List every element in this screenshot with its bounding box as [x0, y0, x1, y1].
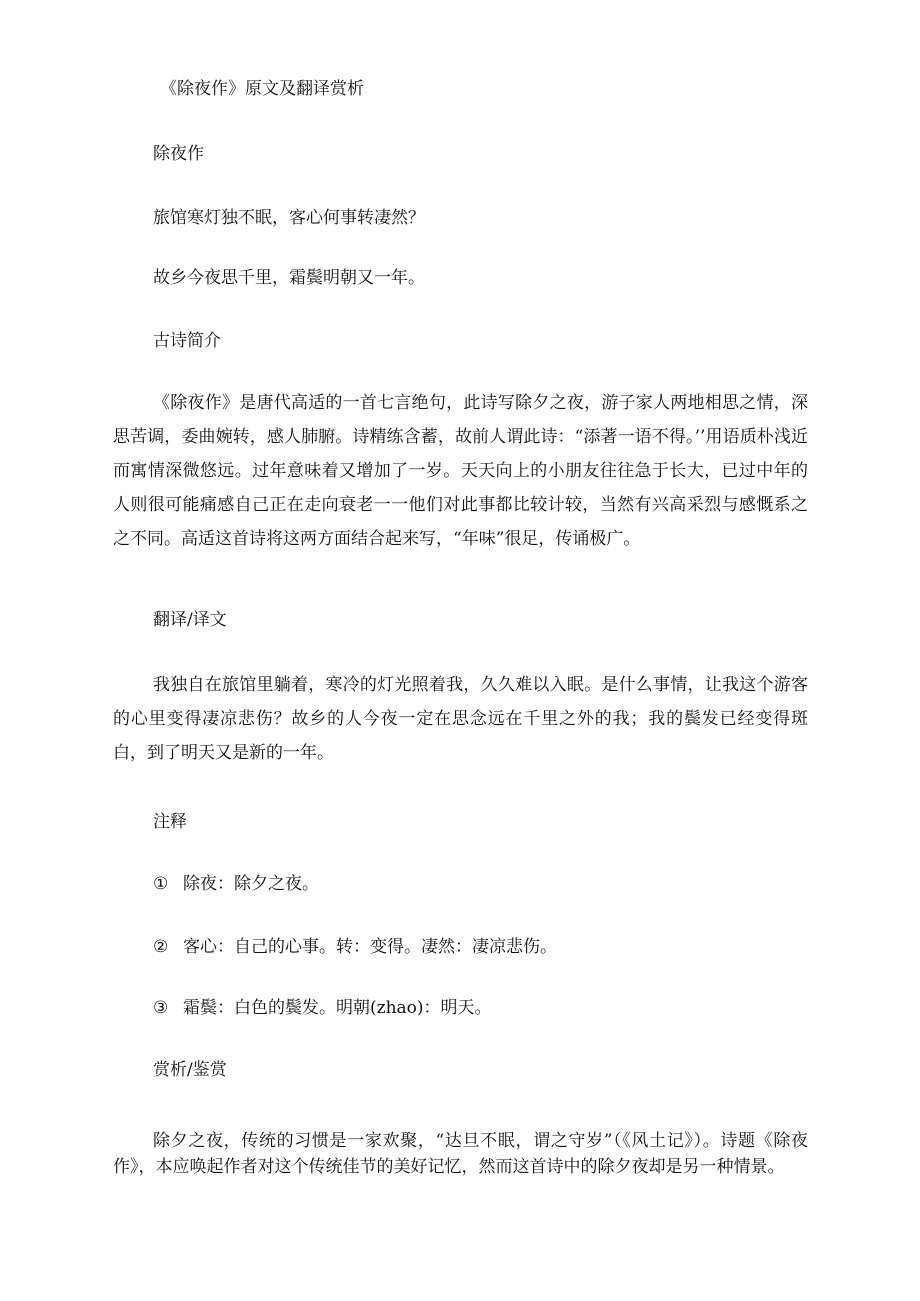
- poem-title: 除夜作: [153, 144, 204, 164]
- poem-line-1: 旅馆寒灯独不眠，客心何事转凄然？: [153, 208, 425, 228]
- note-item: [153, 996, 492, 1020]
- poem-line-2: 故乡今夜思千里，霜鬓明朝又一年。: [153, 268, 425, 288]
- note-item: [153, 935, 557, 959]
- note-number: ②: [153, 937, 169, 957]
- intro-paragraph: 《除夜作》是唐代高适的一首七言绝句，此诗写除夕之夜，游子家人两地相思之情，深思苦调，委曲婉转，感人肺腑。诗精练含蓄，故前人谓此诗：“添著一语不得。’’用语质朴浅近而寓情深微悠远。过年意味着又增加了一岁。天天向上的小朋友往往急于长大，已过中年的人则很可能痛感自己正在走向衰老一一他们对此事都比较计较，当然有兴高采烈与感慨系之之不同。高适这首诗将这两方面结合起来写，“年味”很足，传诵极广。: [113, 393, 808, 549]
- note-text: 客心：自己的心事。转：变得。凄然：凄凉悲伤。: [183, 937, 557, 957]
- document-title: 《除夜作》原文及翻译赏析: [160, 79, 364, 99]
- notes-heading: 注释: [153, 812, 187, 832]
- translation-paragraph: 我独自在旅馆里躺着，寒冷的灯光照着我，久久难以入眠。是什么事情，让我这个游客的心里变得凄凉悲伤？故乡的人今夜一定在思念远在千里之外的我；我的鬓发已经变得斑白，到了明天又是新的一年。: [113, 675, 808, 763]
- note-text: 霜鬓：白色的鬓发。明朝(zhao)：明天。: [183, 998, 492, 1018]
- note-number: ③: [153, 998, 169, 1018]
- appreciation-paragraph: 除夕之夜，传统的习惯是一家欢聚，“达旦不眠，谓之守岁”（《风土记》）。诗题《除夜作》，本应唤起作者对这个传统佳节的美好记忆，然而这首诗中的除夕夜却是另一种情景。: [113, 1131, 808, 1177]
- note-item: [153, 872, 319, 896]
- translation-heading: 翻译/译文: [153, 610, 227, 630]
- note-text: 除夜：除夕之夜。: [183, 874, 319, 894]
- note-number: ①: [153, 874, 169, 894]
- intro-heading: 古诗简介: [153, 331, 221, 351]
- appreciation-heading: 赏析/鉴赏: [153, 1060, 227, 1080]
